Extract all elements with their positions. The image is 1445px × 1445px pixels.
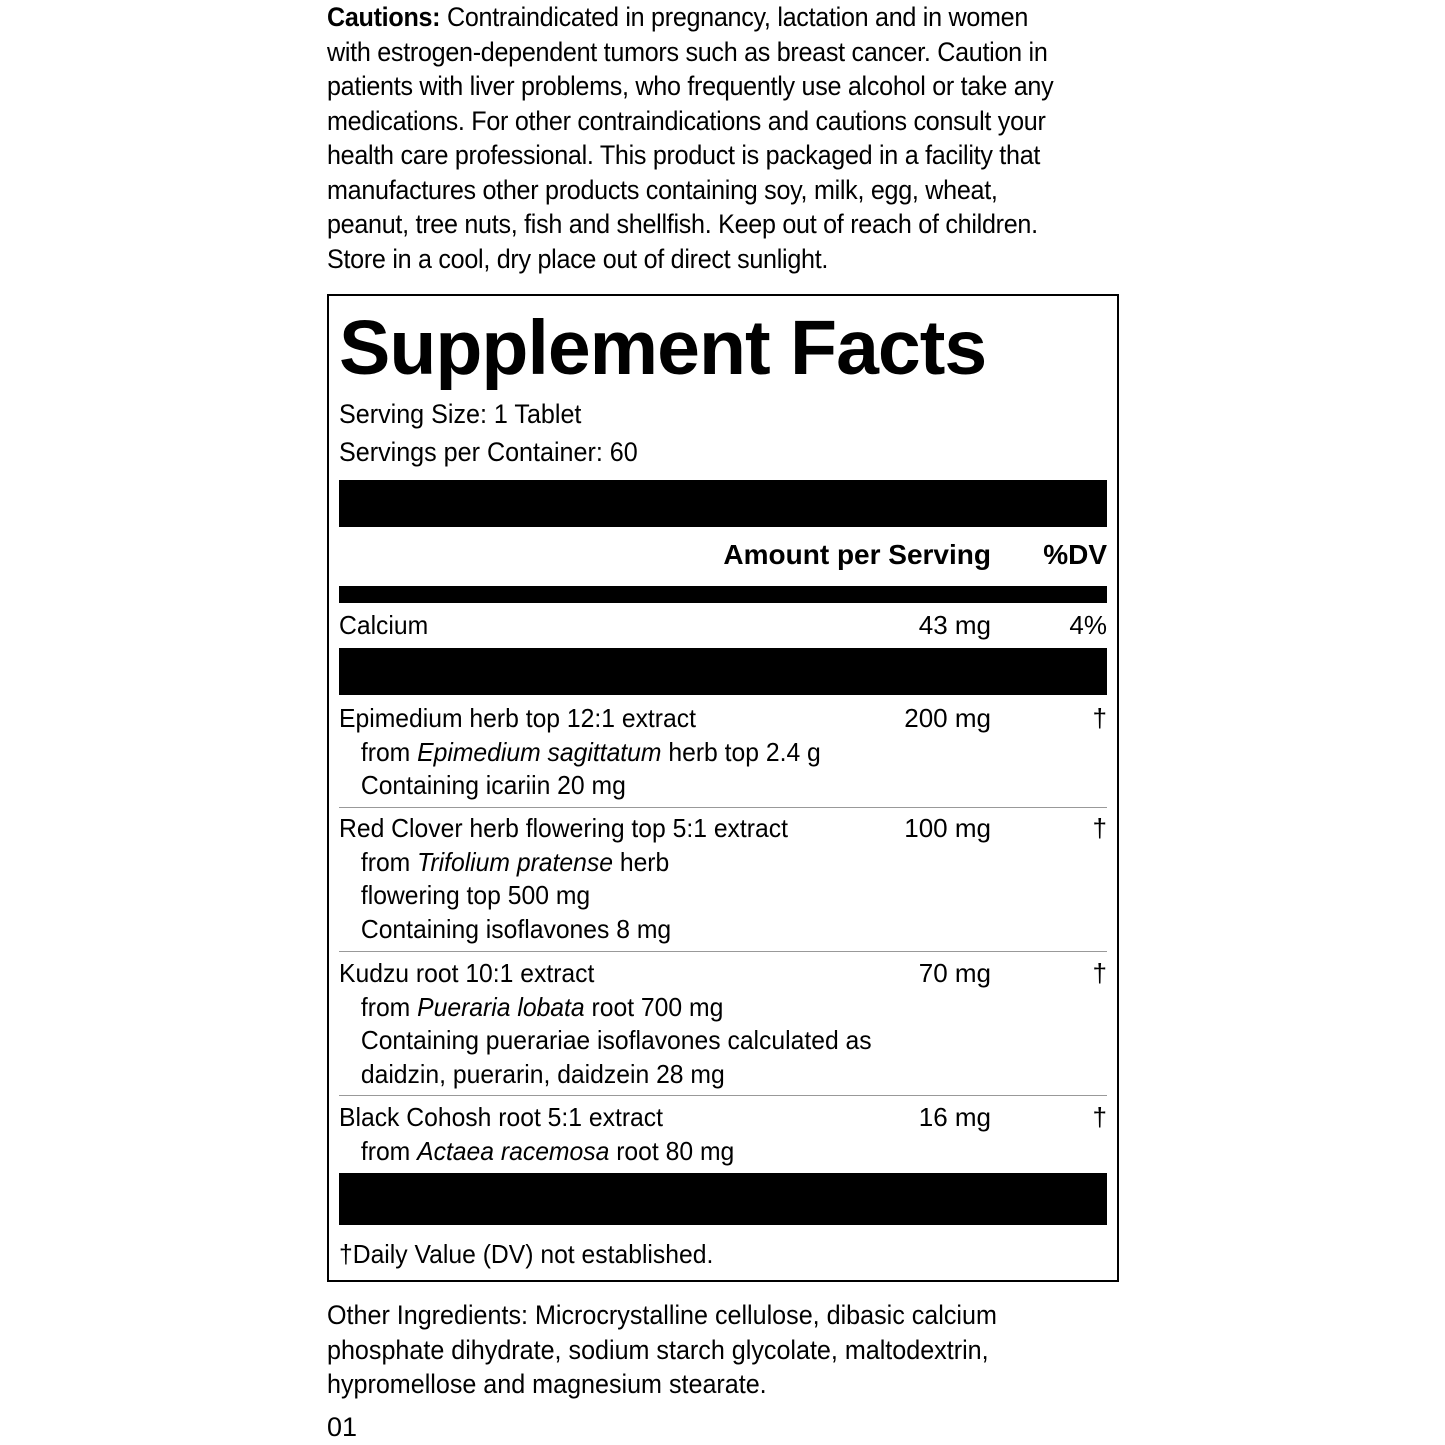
ingredient-detail: Containing isoflavones 8 mg [360,913,672,944]
species-name: Actaea racemosa [417,1135,610,1166]
thick-divider [339,480,1107,527]
ingredient-dv: † [1092,958,1107,988]
cautions-body: Contraindicated in pregnancy, lactation and in women with estrogen-dependent tumors such as breast cancer. Caution in patients with liver problems, who frequently use alcohol or take any medications. For other contraindications and cautions consult your health care professional. This product is packaged in a facility that manufactures other products containing soy, milk, egg, wheat, peanut, tree nuts, fish and shellfish. Keep out of reach of children. Store in a cool, dry place out of direct sunlight. [327,2,1054,274]
ingredient-detail: Containing icariin 20 mg [360,770,626,800]
ingredient-source: from Epimedium sagittatum herb top 2.4 g [360,736,821,767]
ingredient-amount: 70 mg [918,958,991,988]
row-separator [339,807,1107,808]
ingredient-name: Red Clover herb flowering top 5:1 extract [339,813,788,843]
ingredient-name: Kudzu root 10:1 extract [339,958,595,988]
label-code: 01 [327,1412,358,1442]
nutrient-amount: 43 mg [918,610,991,640]
ingredient-name: Black Cohosh root 5:1 extract [339,1102,664,1132]
species-name: Trifolium pratense [417,846,613,877]
servings-per-container: Servings per Container: 60 [339,437,638,467]
nutrient-dv: 4% [1069,610,1107,640]
species-name: Pueraria lobata [417,991,585,1022]
ingredient-dv: † [1092,1102,1107,1132]
nutrient-name: Calcium [339,610,429,640]
dv-header: %DV [1043,539,1107,570]
ingredient-dv: † [1092,813,1107,843]
ingredient-detail: Containing puerariae isoflavones calculated as [360,1025,872,1055]
serving-size: Serving Size: 1 Tablet [339,399,582,429]
ingredient-amount: 200 mg [904,703,991,733]
species-name: Epimedium sagittatum [417,736,662,767]
cautions-text [327,0,1071,276]
supplement-facts-panel [327,294,1119,1282]
ingredient-name: Epimedium herb top 12:1 extract [339,703,696,733]
other-ingredients: Other Ingredients: Microcrystalline cellulose, dibasic calcium phosphate dihydrate, sodium starch glycolate, maltodextrin, hypromellose and magnesium stearate. [327,1300,997,1399]
thick-divider [339,1173,1107,1225]
row-separator [339,951,1107,952]
ingredient-amount: 16 mg [918,1102,991,1132]
ingredient-amount: 100 mg [904,813,991,843]
cautions-label: Cautions: [327,2,441,32]
ingredient-source: from Actaea racemosa root 80 mg [360,1135,735,1166]
ingredient-source: from Trifolium pratense herb [360,846,670,877]
dv-footnote: †Daily Value (DV) not established. [339,1239,714,1269]
panel-title: Supplement Facts [339,305,987,391]
thick-divider [339,648,1107,695]
header-divider [339,586,1107,603]
ingredient-detail: daidzin, puerarin, daidzein 28 mg [360,1058,725,1089]
ingredient-source: from Pueraria lobata root 700 mg [360,991,724,1022]
amount-header: Amount per Serving [723,539,991,570]
ingredient-detail: flowering top 500 mg [360,880,591,910]
ingredient-dv: † [1092,703,1107,733]
row-separator [339,1095,1107,1096]
